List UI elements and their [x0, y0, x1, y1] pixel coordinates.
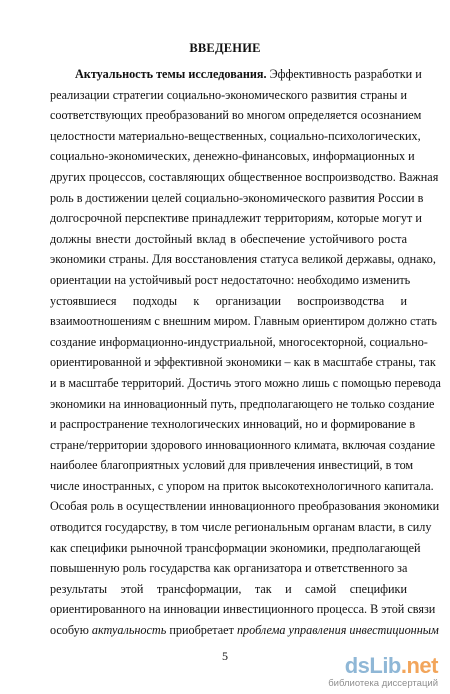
- text-line: экономики на инновационный путь, предполагающего не только создание: [50, 396, 435, 411]
- text-line: социально-экономических, денежно-финансовых, информационных и: [50, 149, 415, 164]
- section-heading: Актуальность темы исследования.: [75, 67, 267, 81]
- text-fragment: приобретает: [166, 623, 237, 638]
- text-line: ориентации на устойчивый рост недостаточно: необходимо изменить: [50, 272, 411, 287]
- text-line: стране/территории здорового инновационного климата, включая создание: [50, 437, 436, 452]
- text-line: взаимоотношениям с внешним миром. Главным ориентиром должно стать: [50, 314, 437, 329]
- text-line: других процессов, составляющих общественное воспроизводство. Важная: [50, 169, 439, 184]
- text-line: как специфики рыночной трансформации экономики, предполагающей: [50, 540, 421, 555]
- text-line: наиболее благоприятных условий для привлечения инвестиций, в том: [50, 458, 414, 473]
- text-line: и в масштабе территорий. Достичь этого можно лишь с помощью перевода: [50, 375, 441, 390]
- text-line: и распространение технологических инноваций, но и формирование в: [50, 417, 416, 432]
- text-line: соответствующих преобразований во многом определяется осознанием: [50, 108, 422, 123]
- text-line: ориентированного на инновации инвестиционного процесса. В этой связи: [50, 602, 436, 617]
- text-line: повышенную роль государства как организатора и ответственного за: [50, 561, 408, 576]
- text-line: экономики страны. Для восстановления статуса великой державы, однако,: [50, 252, 436, 267]
- text-line: целостности материально-вещественных, социально-психологических,: [50, 128, 421, 143]
- text-line: устоявшиеся подходы к организации воспроизводства и: [50, 293, 407, 308]
- text-line: должны внести достойный вклад в обеспечение устойчивого роста: [50, 231, 407, 246]
- watermark-brand-accent: .net: [400, 653, 438, 678]
- text-line: роль в достижении целей социально-экономического развития России в: [50, 190, 424, 205]
- watermark-logo: [293, 653, 438, 689]
- text-line: создание информационно-индустриальной, многосекторной, социально-: [50, 334, 428, 349]
- text-line: долгосрочной перспективе принадлежит территориям, которые могут и: [50, 211, 422, 226]
- text-line: результаты этой трансформации, так и самой специфики: [50, 581, 407, 596]
- body-text: [50, 64, 441, 641]
- text-fragment: особую: [50, 623, 92, 638]
- text-line: отводится государству, в том числе региональным органам власти, в силу: [50, 520, 432, 535]
- watermark-brand: [345, 653, 438, 679]
- page-title: ВВЕДЕНИЕ: [189, 41, 261, 55]
- text-line-1: [50, 64, 422, 85]
- text-fragment: Эффективность разработки и: [266, 67, 422, 81]
- watermark-brand-main: dsLib: [344, 653, 401, 678]
- text-line: числе иностранных, с упором на приток высокотехнологичного капитала.: [50, 478, 434, 493]
- text-line: реализации стратегии социально-экономического развития страны и: [50, 87, 407, 102]
- text-line-last: [50, 620, 439, 641]
- text-line: ориентированной и эффективной экономики – как в масштабе страны, так: [50, 355, 436, 370]
- emphasis-text: актуальность: [91, 623, 167, 638]
- emphasis-text: проблема управления инвестиционным: [236, 623, 439, 638]
- text-line: Особая роль в осуществлении инновационного преобразования экономики: [50, 499, 440, 514]
- page-number: 5: [222, 649, 228, 663]
- watermark-subtitle: библиотека диссертаций: [328, 678, 438, 689]
